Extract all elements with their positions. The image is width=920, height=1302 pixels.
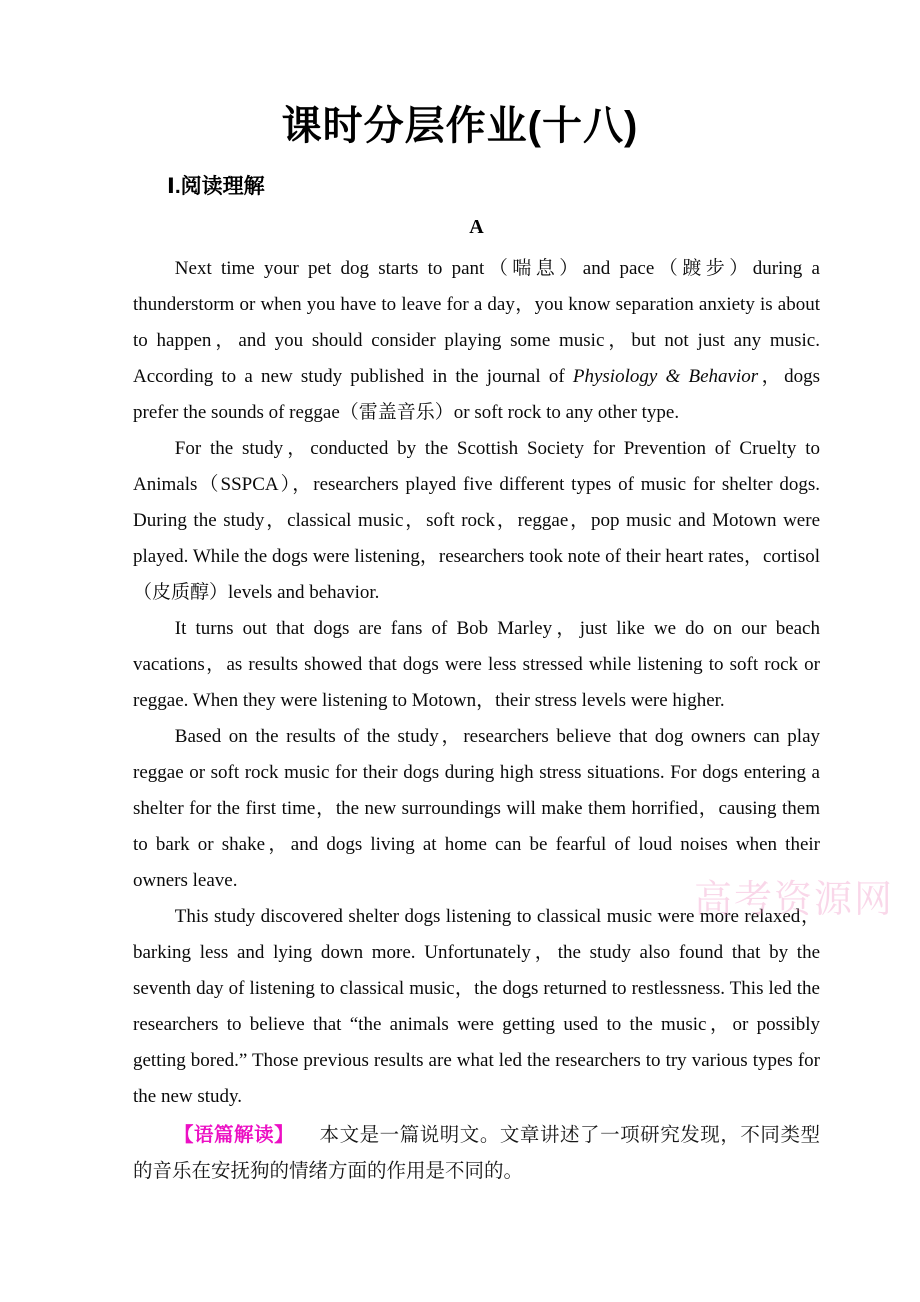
passage-analysis xyxy=(133,1117,820,1189)
journal-title-italic: Physiology & Behavior xyxy=(572,366,759,387)
page-title: 课时分层作业(十八) xyxy=(281,104,639,148)
analysis-tag-label: 【语篇解读】 xyxy=(173,1124,295,1146)
paragraph-1-text: Next time your pet dog starts to pant（喘息）and pace（踱步）during a thunderstorm or when you have to leave for a day，you know separation anxiety is about to happen，and you should consider playing some music，but not just any music. According to a new study published in the journal of xyxy=(133,258,820,387)
paragraph-1-text-after: ，dogs prefer the sounds of reggae（雷盖音乐）or soft rock to any other type. xyxy=(133,366,820,423)
analysis-text: 本文是一篇说明文。文章讲述了一项研究发现，不同类型的音乐在安抚狗的情绪方面的作用是不同的。 xyxy=(133,1124,820,1182)
reading-passage xyxy=(133,251,820,1115)
passage-heading-a: A xyxy=(469,216,484,238)
passage-paragraph-5: This study discovered shelter dogs listening to classical music were more relaxed，barking less and lying down more. Unfortunately，the study also found that by the seventh day of listening to classical music，the dogs returned to restlessness. This led the researchers to believe that “the animals were getting used to the music，or possibly getting bored.” Those previous results are what led the researchers to try various types for the new study. xyxy=(133,906,820,1107)
passage-paragraph-1 xyxy=(133,251,820,431)
watermark-text: 高考资源网 xyxy=(694,879,895,921)
worksheet-content xyxy=(133,174,820,1189)
section-heading-reading-comprehension: Ⅰ.阅读理解 xyxy=(167,175,265,198)
passage-paragraph-4: Based on the results of the study，researchers believe that dog owners can play reggae or soft rock music for their dogs during high stress situations. For dogs entering a shelter for the first time，the new surroundings will make them horrified，causing them to bark or shake，and dogs living at home can be fearful of loud noises when their owners leave. xyxy=(133,726,820,891)
passage-paragraph-3: It turns out that dogs are fans of Bob Marley，just like we do on our beach vacations，as results showed that dogs were less stressed while listening to soft rock or reggae. When they were listening to Motown，their stress levels were higher. xyxy=(133,618,820,711)
passage-paragraph-2: For the study，conducted by the Scottish Society for Prevention of Cruelty to Animals（SSPCA），researchers played five different types of music for shelter dogs. During the study，classical music，soft rock，reggae，pop music and Motown were played. While the dogs were listening，researchers took note of their heart rates，cortisol（皮质醇）levels and behavior. xyxy=(133,438,820,603)
